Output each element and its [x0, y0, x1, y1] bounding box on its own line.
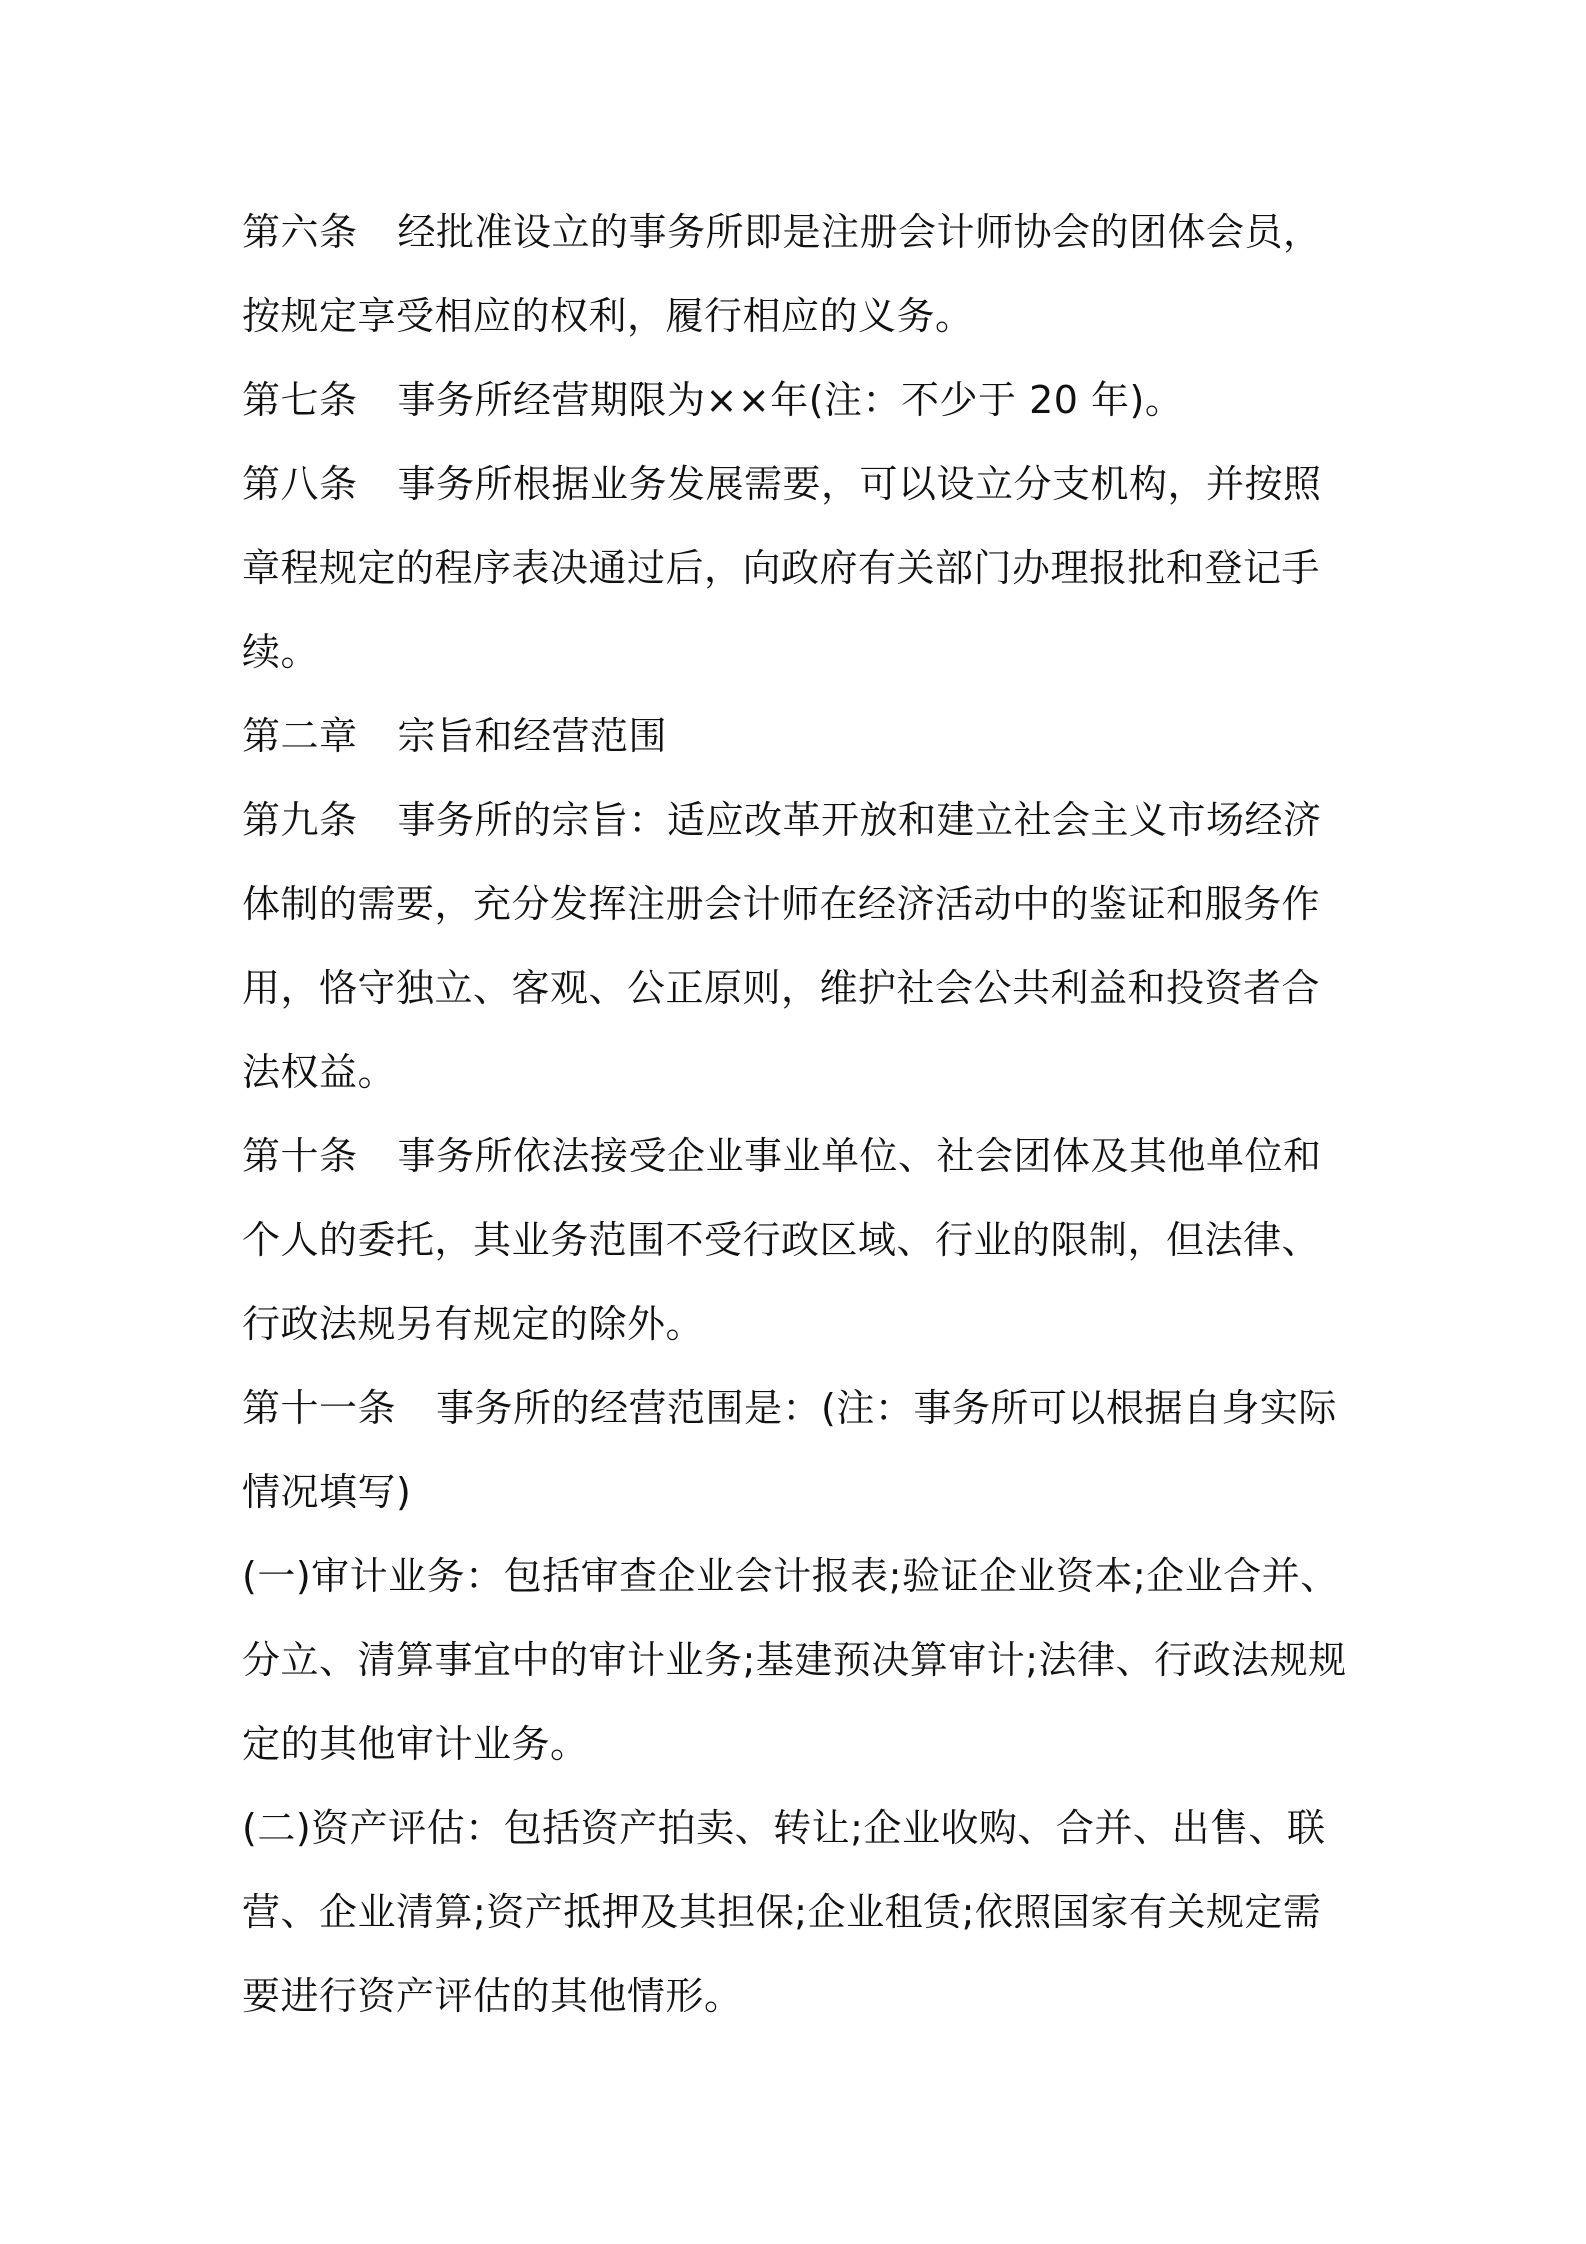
article-7	[242, 358, 1358, 442]
article-11	[242, 1366, 1358, 1534]
chapter-2-heading	[242, 694, 1358, 778]
article-text: 事务所的经营范围是：(注：事务所可以根据自身实际情况填写)	[242, 1386, 1337, 1514]
article-8	[242, 442, 1358, 694]
article-text: 事务所根据业务发展需要，可以设立分支机构，并按照章程规定的程序表决通过后，向政府有关部门办理报批和登记手续。	[242, 462, 1322, 674]
scope-item-text: (一)审计业务：包括审查企业会计报表;验证企业资本;企业合并、分立、清算事宜中的审计业务;基建预决算审计;法律、行政法规规定的其他审计业务。	[242, 1554, 1347, 1766]
article-9	[242, 778, 1358, 1114]
article-label: 第七条	[242, 378, 358, 422]
article-label: 第十一条	[242, 1386, 397, 1430]
article-label: 第九条	[242, 798, 358, 842]
scope-item-2	[242, 1786, 1358, 2038]
article-10	[242, 1114, 1358, 1366]
article-label: 第六条	[242, 210, 358, 254]
article-label: 第十条	[242, 1134, 358, 1178]
article-text: 经批准设立的事务所即是注册会计师协会的团体会员，按规定享受相应的权利，履行相应的义务。	[242, 210, 1322, 338]
article-label: 第八条	[242, 462, 358, 506]
chapter-title: 宗旨和经营范围	[397, 714, 668, 758]
article-6	[242, 190, 1358, 358]
document-body	[242, 190, 1358, 2038]
chapter-label: 第二章	[242, 714, 358, 758]
article-text: 事务所依法接受企业事业单位、社会团体及其他单位和个人的委托，其业务范围不受行政区域、行业的限制，但法律、行政法规另有规定的除外。	[242, 1134, 1322, 1346]
scope-item-1	[242, 1534, 1358, 1786]
scope-item-text: (二)资产评估：包括资产拍卖、转让;企业收购、合并、出售、联营、企业清算;资产抵押及其担保;企业租赁;依照国家有关规定需要进行资产评估的其他情形。	[242, 1806, 1326, 2018]
article-text: 事务所经营期限为××年(注：不少于 20 年)。	[397, 378, 1184, 422]
article-text: 事务所的宗旨：适应改革开放和建立社会主义市场经济体制的需要，充分发挥注册会计师在经济活动中的鉴证和服务作用，恪守独立、客观、公正原则，维护社会公共利益和投资者合法权益。	[242, 798, 1322, 1094]
